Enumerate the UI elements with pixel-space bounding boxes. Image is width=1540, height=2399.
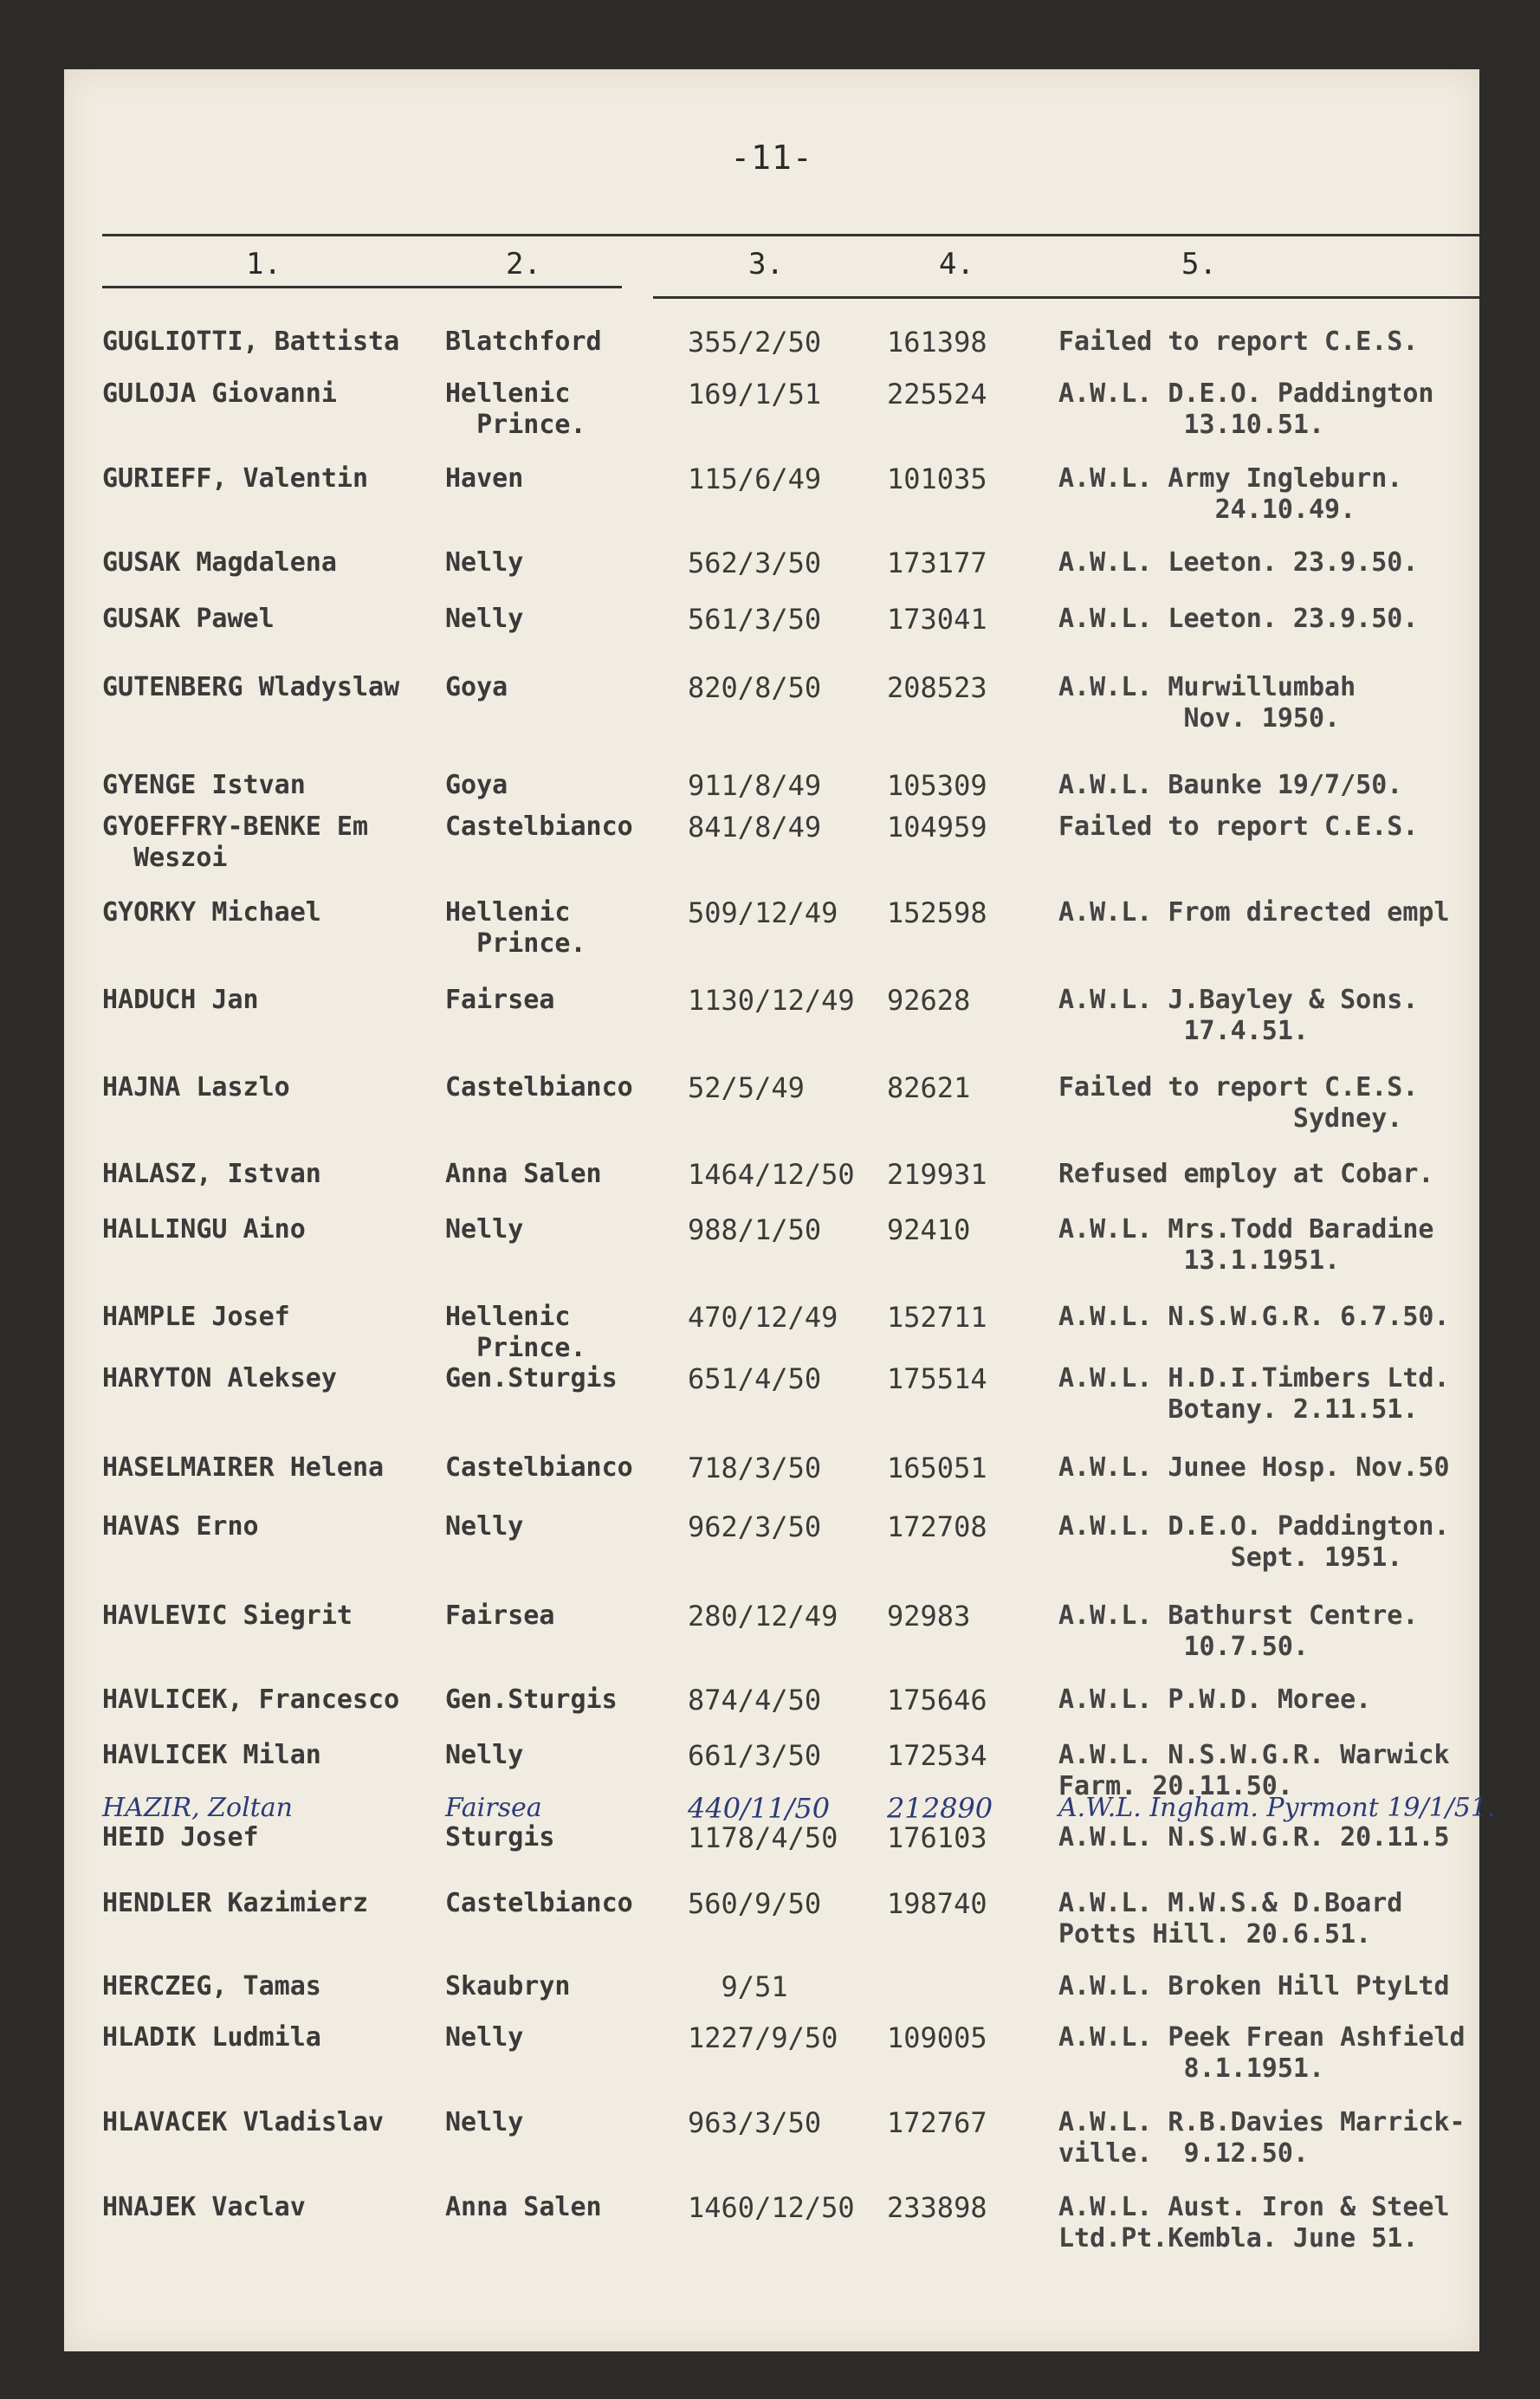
ship-name: Gen.Sturgis (445, 1363, 618, 1393)
registrant-name: GYOEFFRY-BENKE Em Weszoi (102, 812, 369, 873)
reference-number: 52/5/49 (688, 1071, 805, 1104)
remarks: Failed to report C.E.S. Sydney. (1058, 1072, 1419, 1134)
remarks: Failed to report C.E.S. (1058, 327, 1419, 357)
remarks: Failed to report C.E.S. (1058, 812, 1419, 842)
registrant-name: HENDLER Kazimierz (102, 1888, 369, 1918)
reference-number: 562/3/50 (688, 546, 822, 579)
registration-number: 173177 (887, 546, 987, 579)
remarks: A.W.L. J.Bayley & Sons. 17.4.51. (1058, 985, 1419, 1046)
remarks: A.W.L. M.W.S.& D.Board Potts Hill. 20.6.51. (1058, 1888, 1403, 1950)
header-rule-top (102, 234, 1479, 236)
registrant-name: HAVLEVIC Siegrit (102, 1600, 353, 1631)
registration-number: 161398 (887, 326, 987, 359)
registration-number: 105309 (887, 769, 987, 802)
ship-name: Nelly (445, 1214, 524, 1245)
remarks: A.W.L. D.E.O. Paddington. Sept. 1951. (1058, 1511, 1450, 1573)
ship-name: Gen.Sturgis (445, 1684, 618, 1715)
ship-name: Fairsea (445, 985, 555, 1015)
registration-number: 82621 (887, 1071, 971, 1104)
remarks: A.W.L. Leeton. 23.9.50. (1058, 604, 1419, 634)
remarks: A.W.L. Ingham. Pyrmont 19/1/51. (1058, 1793, 1496, 1823)
registration-number: 165051 (887, 1452, 987, 1484)
registration-number: 152711 (887, 1301, 987, 1334)
reference-number: 661/3/50 (688, 1739, 822, 1772)
ship-name: Anna Salen (445, 1159, 602, 1189)
reference-number: 874/4/50 (688, 1684, 822, 1717)
reference-number: 718/3/50 (688, 1452, 822, 1484)
registrant-name: HAJNA Laszlo (102, 1072, 290, 1103)
remarks: A.W.L. P.W.D. Moree. (1058, 1684, 1372, 1715)
registration-number: 92410 (887, 1213, 971, 1246)
ship-name: Castelbianco (445, 1888, 633, 1918)
registrant-name: GUGLIOTTI, Battista (102, 327, 400, 357)
header-rule-bottom-left (102, 286, 622, 288)
registrant-name: GUSAK Magdalena (102, 547, 337, 578)
registration-number: 172708 (887, 1510, 987, 1543)
ship-name: Hellenic Prince. (445, 1302, 586, 1363)
registration-number: 233898 (887, 2191, 987, 2224)
registration-number: 152598 (887, 896, 987, 929)
remarks: A.W.L. Aust. Iron & Steel Ltd.Pt.Kembla. June 51. (1058, 2192, 1450, 2254)
registration-number: 198740 (887, 1887, 987, 1920)
registration-number: 173041 (887, 603, 987, 636)
ship-name: Castelbianco (445, 1072, 633, 1103)
registrant-name: GULOJA Giovanni (102, 378, 337, 409)
registration-number: 219931 (887, 1158, 987, 1191)
registration-number: 212890 (887, 1792, 993, 1825)
ship-name: Haven (445, 463, 524, 494)
ship-name: Nelly (445, 547, 524, 578)
registrant-name: HAVLICEK, Francesco (102, 1684, 400, 1715)
remarks: A.W.L. N.S.W.G.R. 20.11.5 (1058, 1822, 1450, 1853)
ship-name: Hellenic Prince. (445, 897, 586, 959)
ship-name: Goya (445, 672, 508, 702)
remarks: Refused employ at Cobar. (1058, 1159, 1434, 1189)
reference-number: 9/51 (688, 1970, 788, 2003)
reference-number: 1130/12/49 (688, 984, 855, 1017)
registrant-name: HLADIK Ludmila (102, 2022, 321, 2053)
registration-number: 172767 (887, 2106, 987, 2139)
remarks: A.W.L. H.D.I.Timbers Ltd. Botany. 2.11.51. (1058, 1363, 1450, 1425)
column-header-5: 5. (1181, 247, 1217, 281)
registrant-name: HAMPLE Josef (102, 1302, 290, 1332)
registrant-name: HASELMAIRER Helena (102, 1452, 385, 1483)
remarks: A.W.L. Baunke 19/7/50. (1058, 770, 1403, 800)
reference-number: 509/12/49 (688, 896, 838, 929)
ship-name: Nelly (445, 1511, 524, 1542)
ship-name: Nelly (445, 2022, 524, 2053)
ship-name: Nelly (445, 604, 524, 634)
registrant-name: GYORKY Michael (102, 897, 321, 928)
registrant-name: HAZIR, Zoltan (102, 1793, 293, 1823)
reference-number: 115/6/49 (688, 462, 822, 495)
registrant-name: HERCZEG, Tamas (102, 1971, 321, 2001)
remarks: A.W.L. Junee Hosp. Nov.50 (1058, 1452, 1450, 1483)
remarks: A.W.L. R.B.Davies Marrick- ville. 9.12.50. (1058, 2107, 1466, 2169)
reference-number: 1227/9/50 (688, 2021, 838, 2054)
registration-number: 104959 (887, 811, 987, 844)
registration-number: 208523 (887, 671, 987, 704)
registration-number: 92983 (887, 1600, 971, 1633)
registrant-name: GUTENBERG Wladyslaw (102, 672, 400, 702)
remarks: A.W.L. D.E.O. Paddington 13.10.51. (1058, 378, 1434, 440)
reference-number: 1460/12/50 (688, 2191, 855, 2224)
ship-name: Nelly (445, 1740, 524, 1770)
reference-number: 355/2/50 (688, 326, 822, 359)
reference-number: 963/3/50 (688, 2106, 822, 2139)
remarks: A.W.L. Peek Frean Ashfield 8.1.1951. (1058, 2022, 1466, 2084)
reference-number: 911/8/49 (688, 769, 822, 802)
ship-name: Castelbianco (445, 812, 633, 842)
reference-number: 1178/4/50 (688, 1821, 838, 1854)
registration-number: 109005 (887, 2021, 987, 2054)
ship-name: Castelbianco (445, 1452, 633, 1483)
registrant-name: GURIEFF, Valentin (102, 463, 369, 494)
reference-number: 560/9/50 (688, 1887, 822, 1920)
ship-name: Blatchford (445, 327, 602, 357)
reference-number: 962/3/50 (688, 1510, 822, 1543)
reference-number: 820/8/50 (688, 671, 822, 704)
registrant-name: GYENGE Istvan (102, 770, 306, 800)
reference-number: 280/12/49 (688, 1600, 838, 1633)
ship-name: Nelly (445, 2107, 524, 2137)
registrant-name: HLAVACEK Vladislav (102, 2107, 385, 2137)
registration-number: 172534 (887, 1739, 987, 1772)
ship-name: Hellenic Prince. (445, 378, 586, 440)
remarks: A.W.L. Bathurst Centre. 10.7.50. (1058, 1600, 1419, 1662)
registrant-name: HALASZ, Istvan (102, 1159, 321, 1189)
remarks: A.W.L. Broken Hill PtyLtd (1058, 1971, 1450, 2001)
registrant-name: HNAJEK Vaclav (102, 2192, 306, 2222)
reference-number: 440/11/50 (688, 1792, 831, 1825)
registrant-name: HADUCH Jan (102, 985, 259, 1015)
page-number: -11- (730, 139, 813, 177)
column-header-2: 2. (506, 247, 541, 281)
remarks: A.W.L. Army Ingleburn. 24.10.49. (1058, 463, 1403, 525)
ship-name: Anna Salen (445, 2192, 602, 2222)
registrant-name: GUSAK Pawel (102, 604, 275, 634)
ship-name: Goya (445, 770, 508, 800)
column-header-1: 1. (246, 247, 281, 281)
registration-number: 175646 (887, 1684, 987, 1717)
remarks: A.W.L. Leeton. 23.9.50. (1058, 547, 1419, 578)
reference-number: 169/1/51 (688, 378, 822, 411)
registrant-name: HAVAS Erno (102, 1511, 259, 1542)
remarks: A.W.L. Mrs.Todd Baradine 13.1.1951. (1058, 1214, 1434, 1276)
registration-number: 176103 (887, 1821, 987, 1854)
reference-number: 470/12/49 (688, 1301, 838, 1334)
document-page (64, 69, 1496, 2351)
reference-number: 988/1/50 (688, 1213, 822, 1246)
registration-number: 225524 (887, 378, 987, 411)
registration-number: 175514 (887, 1362, 987, 1395)
reference-number: 561/3/50 (688, 603, 822, 636)
ship-name: Fairsea (445, 1600, 555, 1631)
registrant-name: HALLINGU Aino (102, 1214, 306, 1245)
registrant-name: HEID Josef (102, 1822, 259, 1853)
remarks: A.W.L. Murwillumbah Nov. 1950. (1058, 672, 1356, 734)
ship-name: Skaubryn (445, 1971, 571, 2001)
reference-number: 651/4/50 (688, 1362, 822, 1395)
ship-name: Sturgis (445, 1822, 555, 1853)
remarks: A.W.L. N.S.W.G.R. Warwick Farm. 20.11.50. (1058, 1740, 1450, 1801)
header-rule-bottom-right (653, 296, 1479, 299)
registration-number: 101035 (887, 462, 987, 495)
column-header-4: 4. (939, 247, 974, 281)
reference-number: 1464/12/50 (688, 1158, 855, 1191)
reference-number: 841/8/49 (688, 811, 822, 844)
ship-name: Fairsea (445, 1793, 542, 1823)
registration-number: 92628 (887, 984, 971, 1017)
remarks: A.W.L. N.S.W.G.R. 6.7.50. (1058, 1302, 1450, 1332)
registrant-name: HARYTON Aleksey (102, 1363, 337, 1393)
registrant-name: HAVLICEK Milan (102, 1740, 321, 1770)
remarks: A.W.L. From directed empl (1058, 897, 1450, 928)
column-header-3: 3. (748, 247, 784, 281)
